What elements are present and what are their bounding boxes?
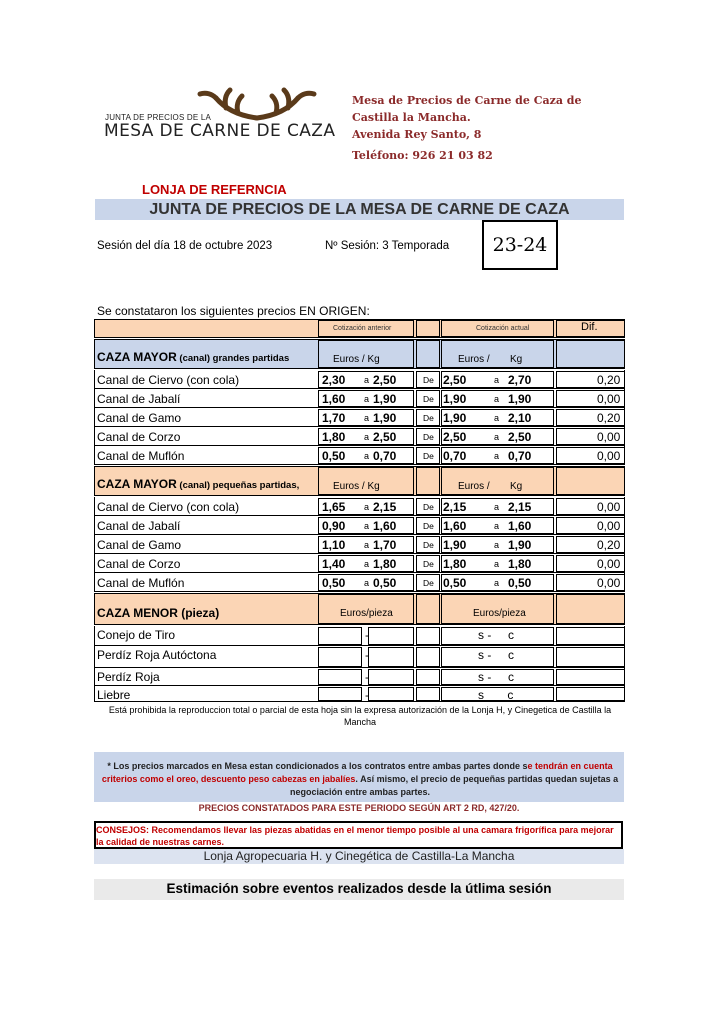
- curr-from: 1,90: [443, 411, 467, 425]
- prev-to: 0,70: [373, 449, 397, 463]
- de-label: De: [423, 578, 434, 588]
- logo-small-text: JUNTA DE PRECIOS DE LA: [105, 113, 212, 122]
- session-date: Sesión del día 18 de octubre 2023: [97, 240, 273, 252]
- prev-sep: a: [364, 432, 370, 442]
- dif-cell: [556, 627, 625, 645]
- dif-value: 0,20: [597, 373, 621, 387]
- prev-from: 2,30: [322, 373, 346, 387]
- row-name: Canal de Corzo: [97, 557, 181, 571]
- curr-sep: a: [494, 540, 500, 550]
- address-line: Mesa de Precios de Carne de Caza de: [352, 94, 582, 107]
- row-name: Canal de Muflón: [97, 576, 185, 590]
- prev-to: 2,15: [373, 500, 397, 514]
- prev-to: 1,90: [373, 392, 397, 406]
- conditions-note: [98, 760, 622, 799]
- prev-from: 0,50: [322, 576, 346, 590]
- prev-cell-a: [318, 687, 362, 701]
- curr-to: 2,15: [508, 500, 532, 514]
- row-name: Perdíz Roja Autóctona: [97, 648, 217, 662]
- lonja-title: LONJA DE REFERNCIA: [142, 182, 287, 197]
- curr-to: 2,70: [508, 373, 532, 387]
- dif-value: 0,00: [597, 392, 621, 406]
- dif-value: 0,00: [597, 449, 621, 463]
- dif-value: 0,00: [597, 576, 621, 590]
- prev-sep: a: [364, 540, 370, 550]
- prev-from: 1,80: [322, 430, 346, 444]
- col-header-curr: Cotización actual: [476, 325, 530, 332]
- col-header-dif: Dif.: [581, 321, 598, 333]
- row-name: Liebre: [97, 688, 131, 702]
- curr-sep: a: [494, 432, 500, 442]
- dif-cell: [556, 647, 625, 667]
- curr-sep: a: [494, 521, 500, 531]
- lonja-footer: Lonja Agropecuaria H. y Cinegética de Castilla-La Mancha: [203, 849, 515, 863]
- prev-from: 0,50: [322, 449, 346, 463]
- session-number: Nº Sesión: 3 Temporada: [325, 240, 450, 252]
- prev-from: 1,10: [322, 538, 346, 552]
- prev-cell-b: [368, 687, 414, 701]
- prev-dash: -: [365, 648, 369, 662]
- note-text: . Así mismo, el precio de pequeñas partidas quedan sujetas a negociación entre ambas partes.: [289, 774, 619, 797]
- prev-from: 1,40: [322, 557, 346, 571]
- de-label: De: [423, 540, 434, 550]
- prev-cell-a: [318, 627, 362, 645]
- curr-sep: a: [494, 413, 500, 423]
- curr-sep: a: [494, 451, 500, 461]
- curr-value: s c: [478, 688, 514, 702]
- row-name: Canal de Jabalí: [97, 392, 181, 406]
- antlers-logo-icon: [196, 86, 318, 122]
- curr-from: 1,80: [443, 557, 467, 571]
- curr-sep: a: [494, 394, 500, 404]
- curr-to: 2,50: [508, 430, 532, 444]
- row-name: Canal de Gamo: [97, 411, 182, 425]
- de-cell: [416, 687, 440, 701]
- de-label: De: [423, 559, 434, 569]
- prev-dash: -: [365, 688, 369, 702]
- constat-text: Se constataron los siguientes precios EN ORIGEN:: [97, 304, 370, 318]
- de-label: De: [423, 451, 434, 461]
- prev-from: 0,90: [322, 519, 346, 533]
- section-title-main: CAZA MAYOR: [97, 477, 177, 491]
- de-cell: [416, 627, 440, 645]
- address: [352, 92, 581, 143]
- col-header-prev: Cotización anterior: [333, 325, 392, 332]
- row-name: Canal de Muflón: [97, 449, 185, 463]
- prohibition-note: Está prohibida la reproduccion total o parcial de esta hoja sin la expresa autorización de la Lonja H, y Cinegetica de Castilla la Mancha: [108, 705, 612, 727]
- row-name: Canal de Jabalí: [97, 519, 181, 533]
- prev-to: 1,60: [373, 519, 397, 533]
- section-title: CAZA MENOR (pieza): [97, 606, 220, 620]
- curr-from: 0,70: [443, 449, 467, 463]
- curr-to: 1,90: [508, 392, 532, 406]
- curr-from: 2,50: [443, 373, 467, 387]
- address-line: Avenida Rey Santo, 8: [352, 128, 482, 141]
- row-name: Canal de Corzo: [97, 430, 181, 444]
- curr-sep: a: [494, 559, 500, 569]
- dif-value: 0,20: [597, 411, 621, 425]
- season-box: 23-24: [482, 220, 558, 270]
- curr-from: 1,90: [443, 392, 467, 406]
- curr-from: 1,60: [443, 519, 467, 533]
- prev-sep: a: [364, 451, 370, 461]
- logo-title: MESA DE CARNE DE CAZA: [104, 121, 336, 141]
- prev-to: 2,50: [373, 430, 397, 444]
- curr-value: s - c: [478, 670, 514, 684]
- section-title: [97, 477, 299, 491]
- curr-value: s - c: [478, 648, 514, 662]
- section-dif-box: [556, 340, 625, 368]
- prev-cell-b: [368, 647, 414, 667]
- curr-to: 0,50: [508, 576, 532, 590]
- section-unit-curr-kg: Kg: [510, 481, 523, 492]
- curr-sep: a: [494, 578, 500, 588]
- dif-value: 0,00: [597, 430, 621, 444]
- prev-from: 1,60: [322, 392, 346, 406]
- section-unit-prev: Euros / Kg: [333, 481, 380, 492]
- curr-to: 2,10: [508, 411, 532, 425]
- phone: Teléfono: 926 21 03 82: [352, 149, 493, 162]
- prev-sep: a: [364, 413, 370, 423]
- dif-cell: [556, 687, 625, 701]
- curr-sep: a: [494, 375, 500, 385]
- dif-cell: [556, 669, 625, 685]
- curr-from: 1,90: [443, 538, 467, 552]
- de-label: De: [423, 394, 434, 404]
- note-red-text: e tendrán en cuenta criterios como el oreo, descuento peso cabezas en jabalíes: [101, 761, 613, 784]
- curr-from: 2,15: [443, 500, 467, 514]
- estimacion-title: Estimación sobre eventos realizados desde la útlima sesión: [166, 881, 552, 896]
- prev-from: 1,70: [322, 411, 346, 425]
- consejos-text: CONSEJOS: Recomendamos llevar las piezas abatidas en el menor tiempo posible al una camara frigorífica para mejorar la calidad de nuestras carnes.: [96, 825, 614, 847]
- section-dif-box: [556, 467, 625, 495]
- section-unit-prev: Euros / Kg: [333, 354, 380, 365]
- section-unit-curr: Euros /: [458, 354, 490, 365]
- address-line: Castilla la Mancha.: [352, 111, 471, 124]
- prev-dash: -: [365, 670, 369, 684]
- section-unit-curr-kg: Kg: [510, 354, 523, 365]
- curr-from: 2,50: [443, 430, 467, 444]
- row-name: Canal de Gamo: [97, 538, 182, 552]
- de-label: De: [423, 413, 434, 423]
- prev-dash: -: [365, 628, 369, 642]
- dif-value: 0,00: [597, 557, 621, 571]
- prev-to: 1,90: [373, 411, 397, 425]
- de-header-box: [416, 320, 440, 337]
- de-cell: [416, 647, 440, 667]
- curr-value: s - c: [478, 628, 514, 642]
- curr-sep: a: [494, 502, 500, 512]
- prev-cell-a: [318, 647, 362, 667]
- de-cell: [416, 669, 440, 685]
- dif-value: 0,20: [597, 538, 621, 552]
- prev-to: 0,50: [373, 576, 397, 590]
- row-name: Canal de Ciervo (con cola): [97, 500, 240, 514]
- section-unit-curr: Euros /: [458, 481, 490, 492]
- menor-dif-box: [556, 594, 625, 624]
- de-label: De: [423, 502, 434, 512]
- dif-value: 0,00: [597, 500, 621, 514]
- section-de-box: [416, 467, 440, 495]
- prev-from: 1,65: [322, 500, 346, 514]
- curr-to: 1,80: [508, 557, 532, 571]
- prev-sep: a: [364, 559, 370, 569]
- prev-cell-a: [318, 669, 362, 685]
- prev-to: 1,80: [373, 557, 397, 571]
- prev-sep: a: [364, 578, 370, 588]
- dif-value: 0,00: [597, 519, 621, 533]
- row-name: Conejo de Tiro: [97, 628, 176, 642]
- curr-to: 1,60: [508, 519, 532, 533]
- section-title-rest: (canal) grandes partidas: [176, 353, 290, 364]
- prev-sep: a: [364, 394, 370, 404]
- de-label: De: [423, 375, 434, 385]
- de-label: De: [423, 432, 434, 442]
- section-title: [97, 350, 289, 364]
- section-title-rest: (canal) pequeñas partidas,: [176, 480, 300, 491]
- prev-sep: a: [364, 521, 370, 531]
- row-name: Perdíz Roja: [97, 670, 160, 684]
- prev-sep: a: [364, 375, 370, 385]
- prev-cell-b: [368, 627, 414, 645]
- section-de-box: [416, 340, 440, 368]
- prev-to: 2,50: [373, 373, 397, 387]
- precios-note: PRECIOS CONSTATADOS PARA ESTE PERIODO SEGÚN ART 2 RD, 427/20.: [198, 803, 520, 813]
- note-text: * Los precios marcados en Mesa estan condicionados a los contratos entre ambas partes donde s: [107, 761, 528, 771]
- menor-unit-curr: Euros/pieza: [473, 608, 526, 619]
- row-name: Canal de Ciervo (con cola): [97, 373, 240, 387]
- menor-unit-prev: Euros/pieza: [340, 608, 393, 619]
- menor-de-box: [416, 594, 440, 624]
- page-title: JUNTA DE PRECIOS DE LA MESA DE CARNE DE CAZA: [149, 201, 570, 218]
- curr-from: 0,50: [443, 576, 467, 590]
- curr-to: 1,90: [508, 538, 532, 552]
- curr-to: 0,70: [508, 449, 532, 463]
- de-label: De: [423, 521, 434, 531]
- prev-to: 1,70: [373, 538, 397, 552]
- section-title-main: CAZA MAYOR: [97, 350, 177, 364]
- prev-cell-b: [368, 669, 414, 685]
- prev-sep: a: [364, 502, 370, 512]
